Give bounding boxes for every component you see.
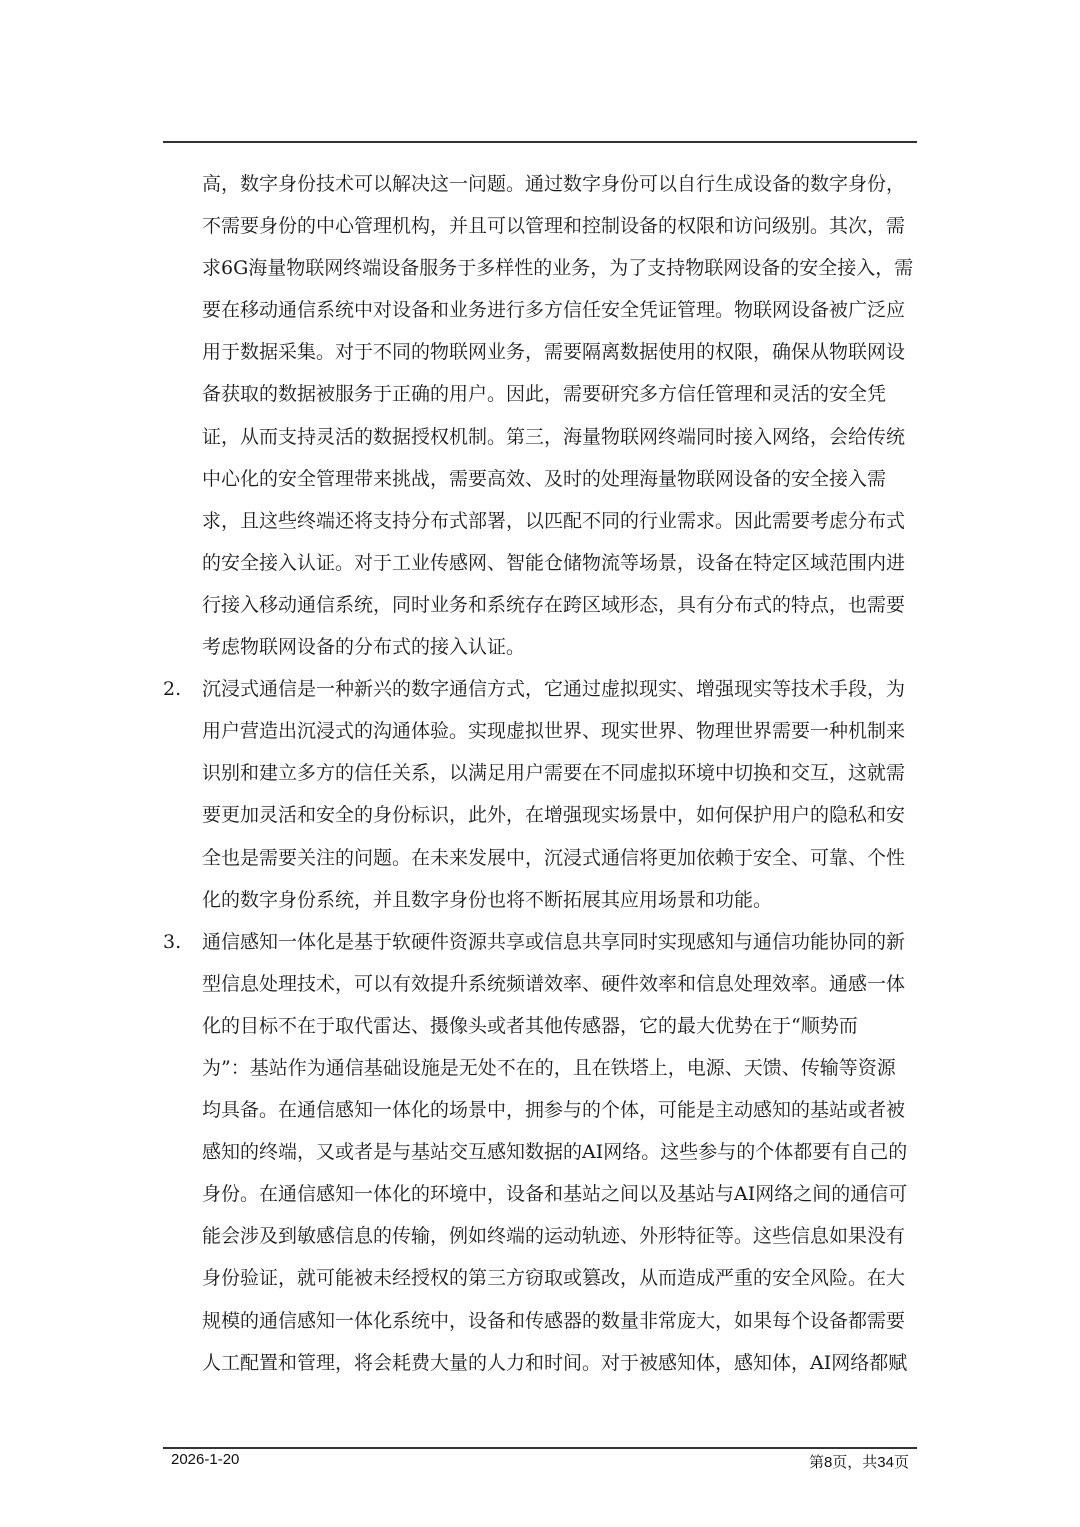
paragraph-line: 用于数据采集。对于不同的物联网业务，需要隔离数据使用的权限，确保从物联网设 [202,341,906,364]
list-item-line: 能会涉及到敏感信息的传输，例如终端的运动轨迹、外形特征等。这些信息如果没有 [202,1225,906,1248]
list-item-line: 型信息处理技术，可以有效提升系统频谱效率、硬件效率和信息处理效率。通感一体 [202,972,906,995]
paragraph-line: 的安全接入认证。对于工业传感网、智能仓储物流等场景，设备在特定区域范围内进 [202,551,906,574]
page-number: 第8页，共34页 [808,1454,909,1471]
list-item-line: 均具备。在通信感知一体化的场景中，拥参与的个体，可能是主动感知的基站或者被 [202,1099,906,1122]
paragraph-line: 行接入移动通信系统，同时业务和系统存在跨区域形态，具有分布式的特点，也需要 [202,593,906,616]
footer-rule [163,1447,917,1449]
list-item-line: 化的目标不在于取代雷达、摄像头或者其他传感器，它的最大优势在于“顺势而 [202,1014,858,1037]
paragraph-line: 证，从而支持灵活的数据授权机制。第三，海量物联网终端同时接入网络，会给传统 [202,425,906,448]
paragraph-line: 要在移动通信系统中对设备和业务进行多方信任安全凭证管理。物联网设备被广泛应 [202,299,906,322]
paragraph-line: 中心化的安全管理带来挑战，需要高效、及时的处理海量物联网设备的安全接入需 [202,467,887,490]
list-item-line: 要更加灵活和安全的身份标识，此外，在增强现实场景中，如何保护用户的隐私和安 [202,804,906,827]
paragraph-line: 考虑物联网设备的分布式的接入认证。 [202,636,526,659]
list-item-line: 化的数字身份系统，并且数字身份也将不断拓展其应用场景和功能。 [202,888,773,911]
list-item-line: 识别和建立多方的信任关系，以满足用户需要在不同虚拟环境中切换和交互，这就需 [202,762,906,785]
paragraph-line: 求6G海量物联网终端设备服务于多样性的业务，为了支持物联网设备的安全接入，需 [202,257,914,280]
list-item-line: 感知的终端，又或者是与基站交互感知数据的AI网络。这些参与的个体都要有自己的 [202,1141,908,1164]
paragraph-line: 不需要身份的中心管理机构，并且可以管理和控制设备的权限和访问级别。其次，需 [202,215,906,238]
footer-date: 2026-1-20 [171,1451,240,1468]
list-item-line: 身份。在通信感知一体化的环境中，设备和基站之间以及基站与AI网络之间的通信可 [202,1183,908,1206]
list-item-line: 身份验证，就可能被未经授权的第三方窃取或篡改，从而造成严重的安全风险。在大 [202,1267,906,1290]
paragraph-line: 求，且这些终端还将支持分布式部署，以匹配不同的行业需求。因此需要考虑分布式 [202,509,906,532]
list-item-line: 为”：基站作为通信基础设施是无处不在的，且在铁塔上，电源、天馈、传输等资源 [202,1056,896,1079]
body-text [163,163,917,1384]
paragraph-line: 备获取的数据被服务于正确的用户。因此，需要研究多方信任管理和灵活的安全凭 [202,383,887,406]
list-item-3-line [163,921,917,963]
list-number: 2. [163,678,182,701]
list-item-line: 规模的通信感知一体化系统中，设备和传感器的数量非常庞大，如果每个设备都需要 [202,1309,906,1332]
list-item-line: 全也是需要关注的问题。在未来发展中，沉浸式通信将更加依赖于安全、可靠、个性 [202,846,906,869]
list-item-text: 通信感知一体化是基于软硬件资源共享或信息共享同时实现感知与通信功能协同的新 [202,930,906,953]
list-item-line: 人工配置和管理，将会耗费大量的人力和时间。对于被感知体，感知体，AI网络都赋 [202,1351,908,1374]
header-rule [163,141,917,143]
list-item-2-line [163,668,917,710]
list-number: 3. [163,930,182,953]
paragraph-line: 高，数字身份技术可以解决这一问题。通过数字身份可以自行生成设备的数字身份， [202,173,906,195]
list-item-line: 用户营造出沉浸式的沟通体验。实现虚拟世界、现实世界、物理世界需要一种机制来 [202,720,906,743]
list-item-text: 沉浸式通信是一种新兴的数字通信方式，它通过虚拟现实、增强现实等技术手段，为 [202,678,906,701]
